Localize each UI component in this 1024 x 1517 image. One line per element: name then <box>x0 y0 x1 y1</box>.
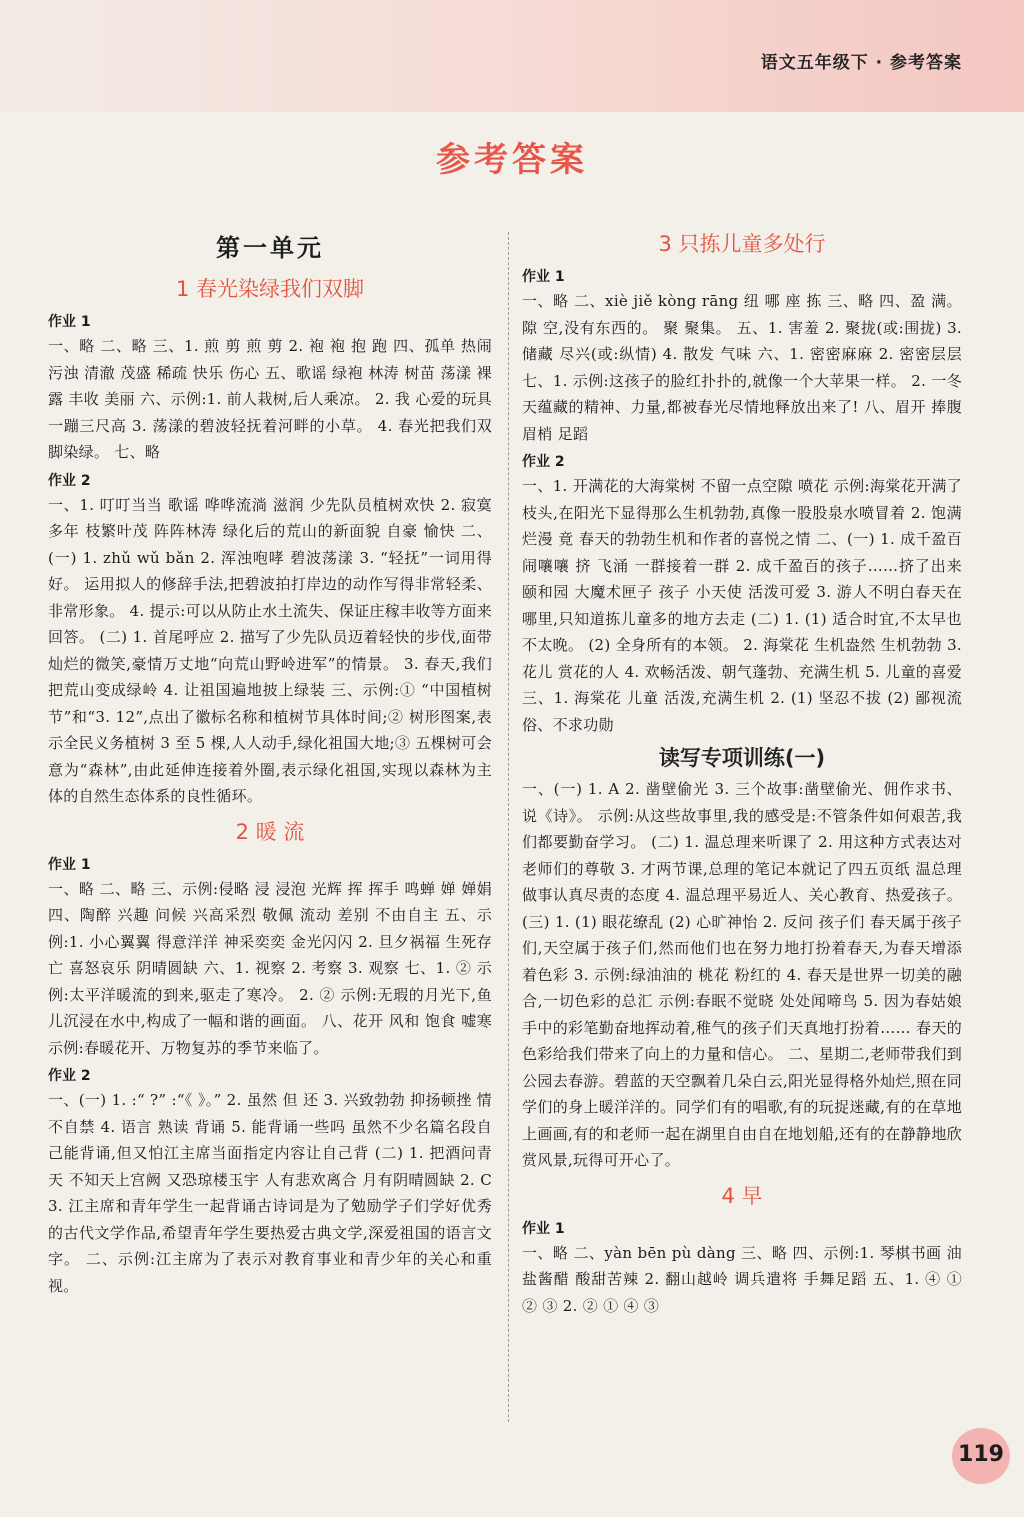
column-divider <box>508 232 509 1422</box>
lesson-3-title: 3 只拣儿童多处行 <box>658 232 826 256</box>
lesson-4-hw1-text: 一、略 二、yàn bēn pù dàng 三、略 四、示例:1. 琴棋书画 油盐酱醋 酸甜苦辣 2. 翻山越岭 调兵遣将 手舞足蹈 五、1. ④ ① ② ③ 2. ② ① ④ ③ <box>522 1243 962 1315</box>
lesson-2-title: 2 暖 流 <box>235 819 305 844</box>
lesson-1-hw2-label: 作业 2 <box>48 472 91 489</box>
lesson-2-hw1-label: 作业 1 <box>48 856 91 873</box>
lesson-2-hw1-text: 一、略 二、略 三、示例:侵略 浸 浸泡 光辉 挥 挥手 鸣蝉 婵 婵娟 四、陶醉 兴趣 问候 兴高采烈 敬佩 流动 差别 不由自主 五、示例:1. 小心翼翼 得意洋洋 神采奕奕 金光闪闪 2. 旦夕祸福 生死存亡 喜怒哀乐 阴晴圆缺 六、1. 视察 2. 考察 3. 观察 七、1. ② 示例:太平洋暖流的到来,驱走了寒冷。 2. ② 示例:无瑕的月光下,鱼儿沉浸在水中,构成了一幅和谐的画面。 八、花开 风和 饱食 嘘寒 示例:春暖花开、万物复苏的季节来临了。 <box>48 879 492 1057</box>
lesson-1-hw1-text: 一、略 二、略 三、1. 煎 剪 煎 剪 2. 袍 袍 抱 跑 四、孤单 热闹 污浊 清澈 茂盛 稀疏 快乐 伤心 五、歌谣 绿袍 林涛 树苗 荡漾 裸露 丰收 美丽 六、示例:1. 前人栽树,后人乘凉。 2. 我 心爱的玩具一蹦三尺高 3. 荡漾的碧波轻抚着河畔的小草。 4. 春光把我们双脚染绿。 七、略 <box>48 337 492 461</box>
lesson-1-hw2-text: 一、1. 叮叮当当 歌谣 哗哗流淌 滋润 少先队员植树欢快 2. 寂寞多年 枝繁叶茂 阵阵林涛 绿化后的荒山的新面貌 自豪 愉快 二、(一) 1. zhǔ wǔ bǎn 2. 浑浊咆哮 碧波荡漾 3. “轻抚”一词用得好。 运用拟人的修辞手法,把碧波拍打岸边的动作写得非常轻柔、非常形象。 4. 提示:可以从防止水土流失、保证庄稼丰收等方面来回答。 (二) 1. 首尾呼应 2. 描写了少先队员迈着轻快的步伐,面带灿烂的微笑,豪情万丈地“向荒山野岭进军”的情景。 3. 春天,我们把荒山变成绿岭 4. 让祖国遍地披上绿装 三、示例:① “中国植树节”和“3. 12”,点出了徽标名称和植树节具体时间;② 树形图案,表示全民义务植树 3 至 5 棵,人人动手,绿化祖国大地;③ 五棵树可会意为“森林”,由此延伸连接着外圈,表示绿化祖国,实现以森林为主体的自然生态体系的良性循环。 <box>48 495 492 805</box>
lesson-3-hw2-label: 作业 2 <box>522 454 565 470</box>
page-number: 119 <box>958 1442 1004 1467</box>
lesson-4-title: 4 早 <box>721 1183 763 1208</box>
lesson-3-hw1-text: 一、略 二、xiè jiě kòng rāng 纽 哪 座 拣 三、略 四、盈 满。 隙 空,没有东西的。 聚 聚集。 五、1. 害羞 2. 聚拢(或:围拢) 3. 储藏 尽兴(或:纵情) 4. 散发 气味 六、1. 密密麻麻 2. 密密层层 七、1. 示例:这孩子的脸红扑扑的,就像一个大苹果一样。 2. 一冬天蕴藏的精神、力量,都被春光尽情地释放出来了! 八、眉开 捧腹 眉梢 足蹈 <box>522 292 962 443</box>
special-training-text: 一、(一) 1. A 2. 凿壁偷光 3. 三个故事:凿壁偷光、佣作求书、说《诗》。 示例:从这些故事里,我的感受是:不管条件如何艰苦,我们都要勤奋学习。 (二) 1. 温总理来听课了 2. 用这种方式表达对老师们的尊敬 3. 才两节课,总理的笔记本就记了四五页纸 温总理做事认真尽责的态度 4. 温总理平易近人、关心教育、热爱孩子。 (三) 1. (1) 眼花缭乱 (2) 心旷神怡 2. 反问 孩子们 春天属于孩子们,天空属于孩子们,然而他们也在努力地打扮着春天,为春天增添着色彩 3. 示例:绿油油的 桃花 粉红的 4. 春天是世界一切美的融合,一切色彩的总汇 示例:春眠不觉晓 处处闻啼鸟 5. 因为春姑娘手中的彩笔勤奋地挥动着,稚气的孩子们天真地打扮着…… 春天的色彩给我们带来了向上的力量和信心。 二、星期二,老师带我们到公园去春游。碧蓝的天空飘着几朵白云,阳光显得格外灿烂,照在同学们的身上暖洋洋的。同学们有的唱歌,有的玩捉迷藏,有的在草地上画画,有的和老师一起在湖里自由自在地划船,还有的在静静地欣赏风景,玩得可开心了。 <box>522 780 962 1169</box>
lesson-2-hw2-label: 作业 2 <box>48 1068 91 1084</box>
unit-heading: 第一单元 <box>216 233 324 262</box>
lesson-3-hw2-text: 一、1. 开满花的大海棠树 不留一点空隙 喷花 示例:海棠花开满了枝头,在阳光下显得那么生机勃勃,真像一股股泉水喷冒着 2. 饱满 烂漫 竟 春天的勃勃生机和作者的喜悦之情 二、(一) 1. 成千盈百 闹嚷嚷 挤 飞涌 一群接着一群 2. 成千盈百的孩子……挤了出来 颐和园 大魔术匣子 孩子 小天使 活泼可爱 3. 游人不明白春天在哪里,只知道拣儿童多的地方去走 (二) 1. (1) 适合时宜,不太早也不太晚。 (2) 全身所有的本领。 2. 海棠花 生机盎然 生机勃勃 3. 花儿 赏花的人 4. 欢畅活泼、朝气蓬勃、充满生机 5. 儿童的喜爱 三、1. 海棠花 儿童 活泼,充满生机 2. (1) 坚忍不拔 (2) 鄙视流俗、不求功勋 <box>522 477 962 734</box>
right-column <box>522 222 962 1319</box>
left-column <box>48 222 492 1299</box>
page-title: 参考答案 <box>436 140 588 180</box>
lesson-4-hw1-label: 作业 1 <box>522 1220 565 1237</box>
lesson-1-hw1-label: 作业 1 <box>48 314 91 330</box>
special-training-title: 读写专项训练(一) <box>658 746 826 770</box>
lesson-2-hw2-text: 一、(一) 1. :“ ?” :“《 》。” 2. 虽然 但 还 3. 兴致勃勃 抑扬顿挫 情不自禁 4. 语言 熟读 背诵 5. 能背诵一些吗 虽然不少名篇名段自己能背诵,但又怕江主席当面指定内容让自己背 (二) 1. 把酒问青天 不知天上宫阙 又恐琼楼玉宇 人有悲欢离合 月有阴晴圆缺 2. C 3. 江主席和青年学生一起背诵古诗词是为了勉励学子们学好优秀的古代文学作品,希望青年学生要热爱古典文学,深爱祖国的语言文字。 二、示例:江主席为了表示对教育事业和青少年的关心和重视。 <box>48 1091 492 1295</box>
lesson-1-title: 1 春光染绿我们双脚 <box>175 277 365 301</box>
page-number-badge <box>952 1428 1010 1484</box>
running-header: 语文五年级下 · 参考答案 <box>760 53 962 73</box>
lesson-3-hw1-label: 作业 1 <box>522 269 565 285</box>
